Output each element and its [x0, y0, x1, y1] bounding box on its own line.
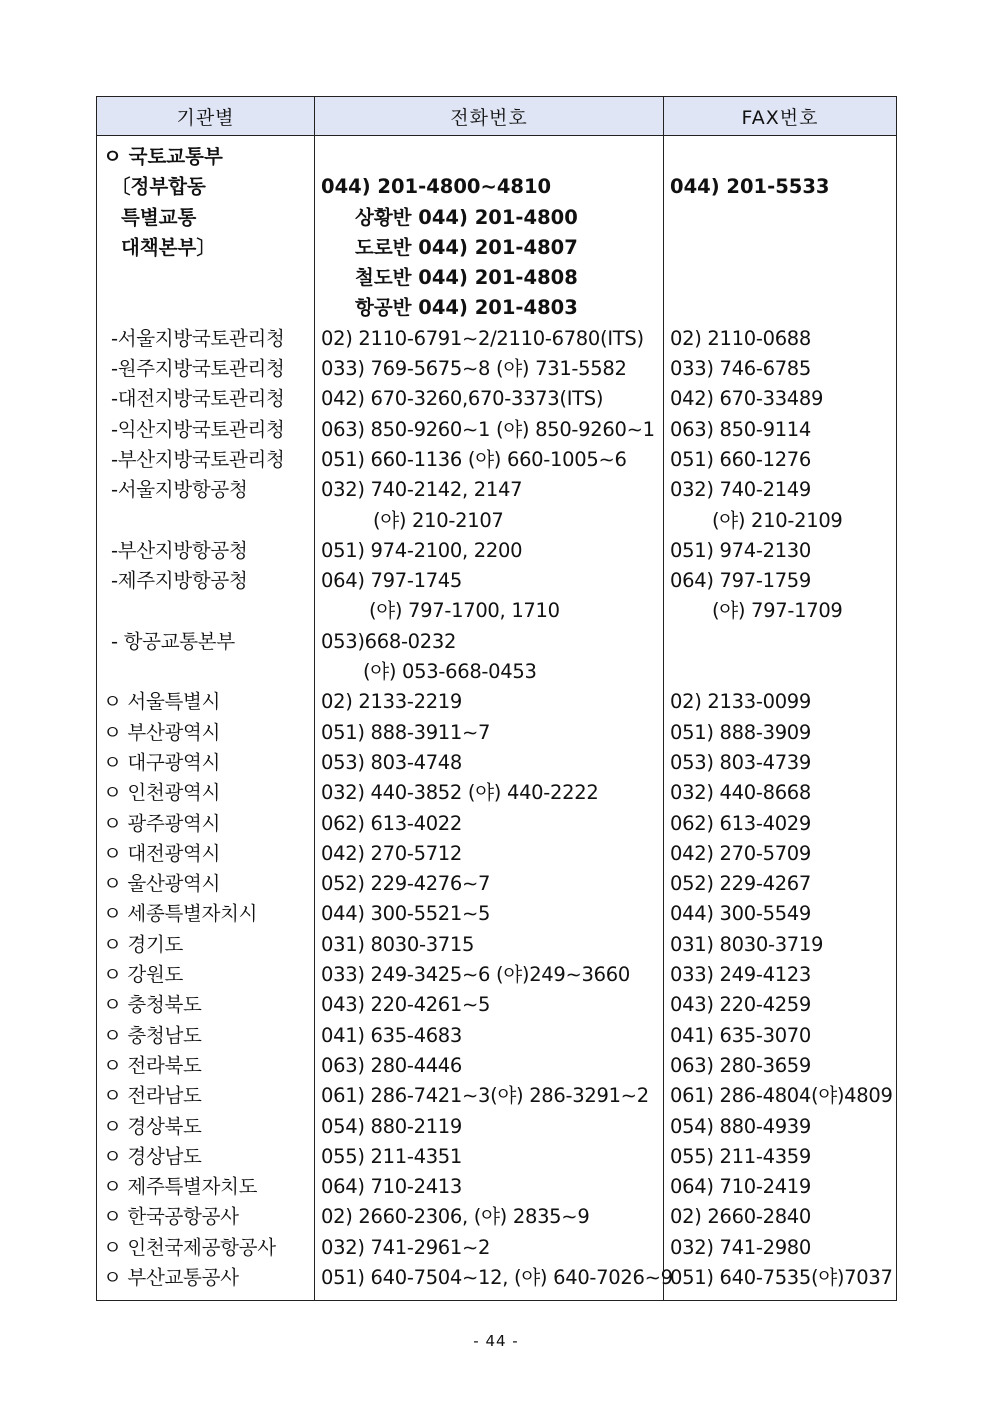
fax-number: 031) 8030-3719 — [670, 932, 824, 956]
org-name: - 항공교통본부 — [111, 629, 235, 653]
org-name — [103, 263, 314, 293]
org-name: ㅇ 세종특별자치시 — [103, 902, 258, 926]
org-name: ㅇ 경상북도 — [103, 1114, 202, 1138]
org-name: -부산지방항공청 — [111, 538, 248, 562]
phone-number: 051) 974-2100, 2200 — [321, 538, 523, 562]
table-header-row — [97, 97, 897, 136]
phone-number: 02) 2660-2306, (야) 2835∼9 — [321, 1205, 590, 1229]
org-name: ㅇ 부산교통공사 — [103, 1265, 239, 1289]
page-number: - 44 - — [473, 1332, 519, 1350]
fax-number: 033) 249-4123 — [670, 963, 812, 987]
header-org: 기관별 — [97, 97, 315, 136]
fax-number: 062) 613-4029 — [670, 811, 812, 835]
fax-number: 042) 270-5709 — [670, 841, 812, 865]
phone-number: 055) 211-4351 — [321, 1144, 463, 1168]
header-fax: FAX번호 — [664, 97, 897, 136]
phone-number: 033) 769-5675∼8 (야) 731-5582 — [321, 357, 627, 381]
phone-number: 053)668-0232 — [321, 629, 457, 653]
org-name — [103, 596, 314, 626]
fax-number: 055) 211-4359 — [670, 1144, 812, 1168]
phone-number — [321, 142, 663, 172]
org-name: ㅇ 인천광역시 — [103, 781, 221, 805]
phone-number: 042) 670-3260,670-3373(ITS) — [321, 387, 604, 411]
org-name: ㅇ 경기도 — [103, 932, 184, 956]
fax-number: 052) 229-4267 — [670, 872, 812, 896]
org-name — [103, 657, 314, 687]
phone-number: 062) 613-4022 — [321, 811, 463, 835]
fax-number: 032) 440-8668 — [670, 781, 812, 805]
fax-number: 051) 974-2130 — [670, 538, 812, 562]
phone-number: 032) 740-2142, 2147 — [321, 478, 523, 502]
fax-number: 053) 803-4739 — [670, 750, 812, 774]
fax-number: 063) 280-3659 — [670, 1053, 812, 1077]
fax-number: 051) 888-3909 — [670, 720, 812, 744]
phone-number: 041) 635-4683 — [321, 1023, 463, 1047]
phone-number: 042) 270-5712 — [321, 841, 463, 865]
phone-number: 항공반 044) 201-4803 — [355, 296, 578, 320]
fax-number: 033) 746-6785 — [670, 357, 812, 381]
fax-number: 041) 635-3070 — [670, 1023, 812, 1047]
org-name — [103, 293, 314, 323]
fax-number — [670, 142, 896, 172]
phone-number: 032) 440-3852 (야) 440-2222 — [321, 781, 599, 805]
contact-table — [96, 96, 897, 1301]
fax-number — [670, 657, 896, 687]
phone-number: 051) 888-3911∼7 — [321, 720, 491, 744]
fax-number: (야) 210-2109 — [712, 508, 843, 532]
fax-number: 064) 710-2419 — [670, 1175, 812, 1199]
org-name: -대전지방국토관리청 — [111, 387, 285, 411]
phone-number: 032) 741-2961∼2 — [321, 1235, 491, 1259]
phone-number: 02) 2110-6791∼2/2110-6780(ITS) — [321, 326, 644, 350]
phone-column — [315, 136, 673, 1301]
phone-number: 031) 8030-3715 — [321, 932, 475, 956]
org-name: -서울지방항공청 — [111, 478, 248, 502]
org-name: ㅇ 대구광역시 — [103, 750, 221, 774]
phone-number: 052) 229-4276∼7 — [321, 872, 491, 896]
fax-number: 042) 670-33489 — [670, 387, 824, 411]
phone-number: 064) 710-2413 — [321, 1175, 463, 1199]
fax-column — [664, 136, 897, 1301]
phone-number: (야) 053-668-0453 — [363, 660, 537, 684]
org-name: ㅇ 광주광역시 — [103, 811, 221, 835]
org-name: ㅇ 대전광역시 — [103, 841, 221, 865]
phone-number: 064) 797-1745 — [321, 569, 463, 593]
phone-number: 051) 660-1136 (야) 660-1005∼6 — [321, 447, 627, 471]
phone-number: 054) 880-2119 — [321, 1114, 463, 1138]
fax-number — [670, 203, 896, 233]
org-name: -서울지방국토관리청 — [111, 326, 285, 350]
phone-number: 051) 640-7504∼12, (야) 640-7026∼9 — [321, 1265, 673, 1289]
fax-number: 051) 660-1276 — [670, 447, 812, 471]
fax-number: 044) 300-5549 — [670, 902, 812, 926]
phone-number: 02) 2133-2219 — [321, 690, 463, 714]
fax-number: 064) 797-1759 — [670, 569, 812, 593]
org-name: ㅇ 한국공항공사 — [103, 1205, 239, 1229]
phone-number: 033) 249-3425∼6 (야)249∼3660 — [321, 963, 630, 987]
org-name: ㅇ 전라남도 — [103, 1084, 202, 1108]
fax-number: 02) 2133-0099 — [670, 690, 812, 714]
org-name: ㅇ 인천국제공항공사 — [103, 1235, 276, 1259]
org-name: ㅇ 울산광역시 — [103, 872, 221, 896]
phone-number: 044) 300-5521∼5 — [321, 902, 491, 926]
org-name: ㅇ 부산광역시 — [103, 720, 221, 744]
fax-number: 02) 2660-2840 — [670, 1205, 812, 1229]
fax-number: 063) 850-9114 — [670, 417, 812, 441]
phone-number: 043) 220-4261∼5 — [321, 993, 491, 1017]
table-body-row — [97, 136, 897, 1301]
org-name: -원주지방국토관리청 — [111, 357, 285, 381]
org-name: 대책본부〕 — [121, 235, 216, 259]
fax-number — [670, 627, 896, 657]
org-name: -제주지방항공청 — [111, 569, 248, 593]
org-name: ㅇ 전라북도 — [103, 1053, 202, 1077]
org-name: 〔정부합동 — [111, 175, 206, 199]
phone-number: 도로반 044) 201-4807 — [355, 235, 578, 259]
org-name: ㅇ 제주특별자치도 — [103, 1175, 258, 1199]
fax-number: 02) 2110-0688 — [670, 326, 812, 350]
fax-number — [670, 263, 896, 293]
org-name — [103, 506, 314, 536]
phone-number: 063) 850-9260∼1 (야) 850-9260∼1 — [321, 417, 655, 441]
phone-number: 061) 286-7421∼3(야) 286-3291∼2 — [321, 1084, 649, 1108]
fax-number: 032) 741-2980 — [670, 1235, 812, 1259]
fax-number: 044) 201-5533 — [670, 175, 830, 199]
org-name: -부산지방국토관리청 — [111, 447, 285, 471]
phone-number: 044) 201-4800∼4810 — [321, 175, 552, 199]
org-name: ㅇ 경상남도 — [103, 1144, 202, 1168]
phone-number: 053) 803-4748 — [321, 750, 463, 774]
fax-number — [670, 233, 896, 263]
fax-number: (야) 797-1709 — [712, 599, 843, 623]
org-name: ㅇ 국토교통부 — [103, 145, 223, 168]
org-name: -익산지방국토관리청 — [111, 417, 285, 441]
phone-number: 철도반 044) 201-4808 — [355, 266, 578, 290]
fax-number: 032) 740-2149 — [670, 478, 812, 502]
header-phone: 전화번호 — [315, 97, 664, 136]
fax-number — [670, 293, 896, 323]
fax-number: 061) 286-4804(야)4809 — [670, 1084, 893, 1108]
org-name: 특별교통 — [121, 205, 197, 229]
fax-number: 054) 880-4939 — [670, 1114, 812, 1138]
fax-number: 043) 220-4259 — [670, 993, 812, 1017]
org-name: ㅇ 강원도 — [103, 963, 184, 987]
phone-number: 063) 280-4446 — [321, 1053, 463, 1077]
phone-number: (야) 210-2107 — [373, 508, 504, 532]
phone-number: 상황반 044) 201-4800 — [355, 205, 578, 229]
org-column — [97, 136, 315, 1301]
org-name: ㅇ 충청북도 — [103, 993, 202, 1017]
org-name: ㅇ 서울특별시 — [103, 690, 221, 714]
fax-number: 051) 640-7535(야)7037 — [670, 1265, 893, 1289]
org-name: ㅇ 충청남도 — [103, 1023, 202, 1047]
phone-number: (야) 797-1700, 1710 — [369, 599, 560, 623]
